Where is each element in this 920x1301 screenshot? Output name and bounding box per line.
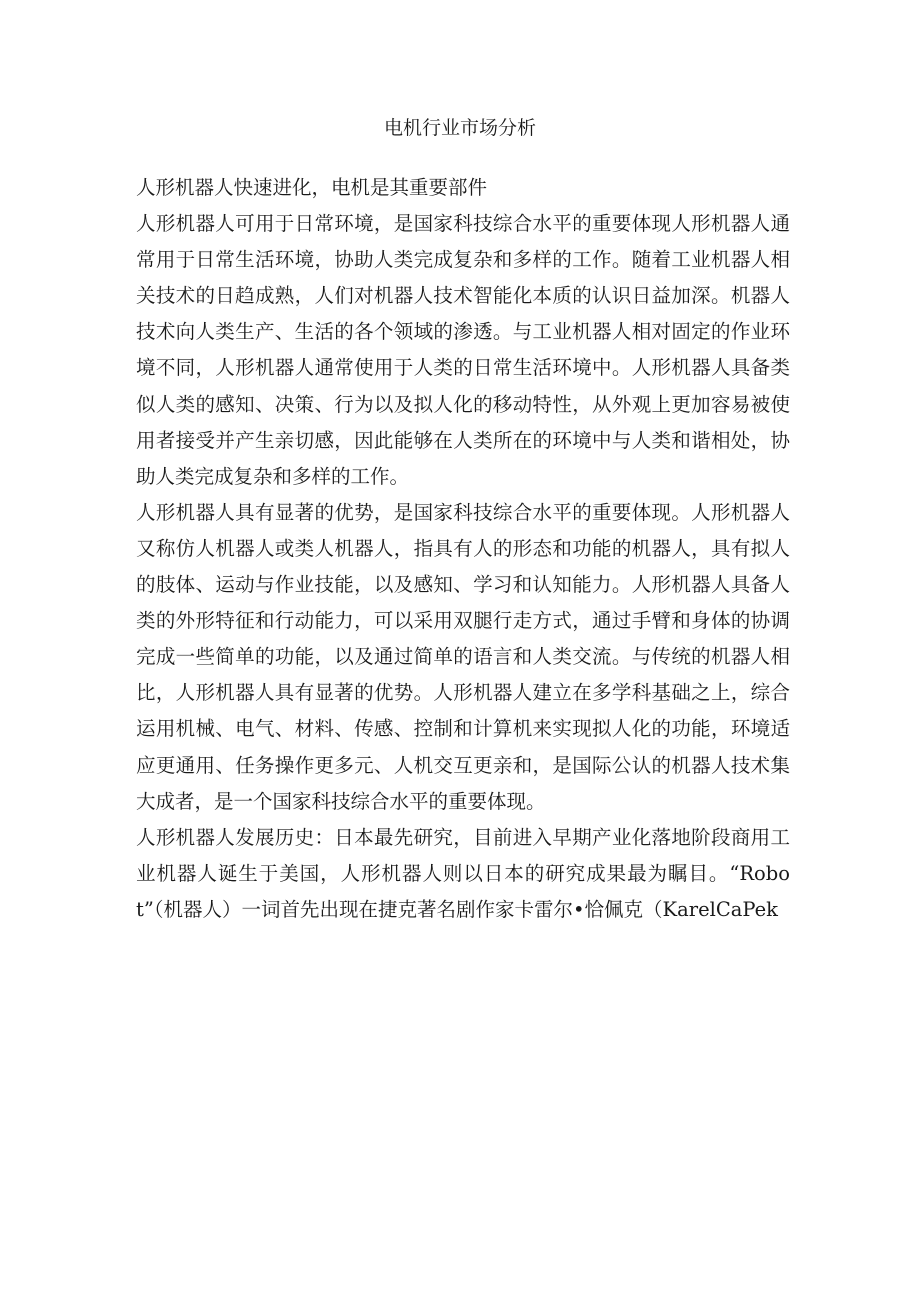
paragraph-3: 人形机器人发展历史：日本最先研究，目前进入早期产业化落地阶段商用工业机器人诞生于美国，人形机器人则以日本的研究成果最为瞩目。“Robot”（机器人）一词首先出现在捷克著名剧作家卡雷尔•恰佩克（KarelCaPek <box>136 825 790 921</box>
section-heading: 人形机器人快速进化，电机是其重要部件 <box>136 176 488 199</box>
paragraph-1: 人形机器人可用于日常环境，是国家科技综合水平的重要体现人形机器人通常用于日常生活环境，协助人类完成复杂和多样的工作。随着工业机器人相关技术的日趋成熟，人们对机器人技术智能化本质的认识日益加深。机器人技术向人类生产、生活的各个领域的渗透。与工业机器人相对固定的作业环境不同，人形机器人通常使用于人类的日常生活环境中。人形机器人具备类似人类的感知、决策、行为以及拟人化的移动特性，从外观上更加容易被使用者接受并产生亲切感，因此能够在人类所在的环境中与人类和谐相处，协助人类完成复杂和多样的工作。 <box>136 212 790 488</box>
document-body <box>136 170 790 928</box>
document-title: 电机行业市场分析 <box>383 117 536 139</box>
paragraph-2: 人形机器人具有显著的优势，是国家科技综合水平的重要体现。人形机器人又称仿人机器人或类人机器人，指具有人的形态和功能的机器人，具有拟人的肢体、运动与作业技能，以及感知、学习和认知能力。人形机器人具备人类的外形特征和行动能力，可以采用双腿行走方式，通过手臂和身体的协调完成一些简单的功能，以及通过简单的语言和人类交流。与传统的机器人相比，人形机器人具有显著的优势。人形机器人建立在多学科基础之上，综合运用机械、电气、材料、传感、控制和计算机来实现拟人化的功能，环境适应更通用、任务操作更多元、人机交互更亲和，是国际公认的机器人技术集大成者，是一个国家科技综合水平的重要体现。 <box>136 500 790 813</box>
